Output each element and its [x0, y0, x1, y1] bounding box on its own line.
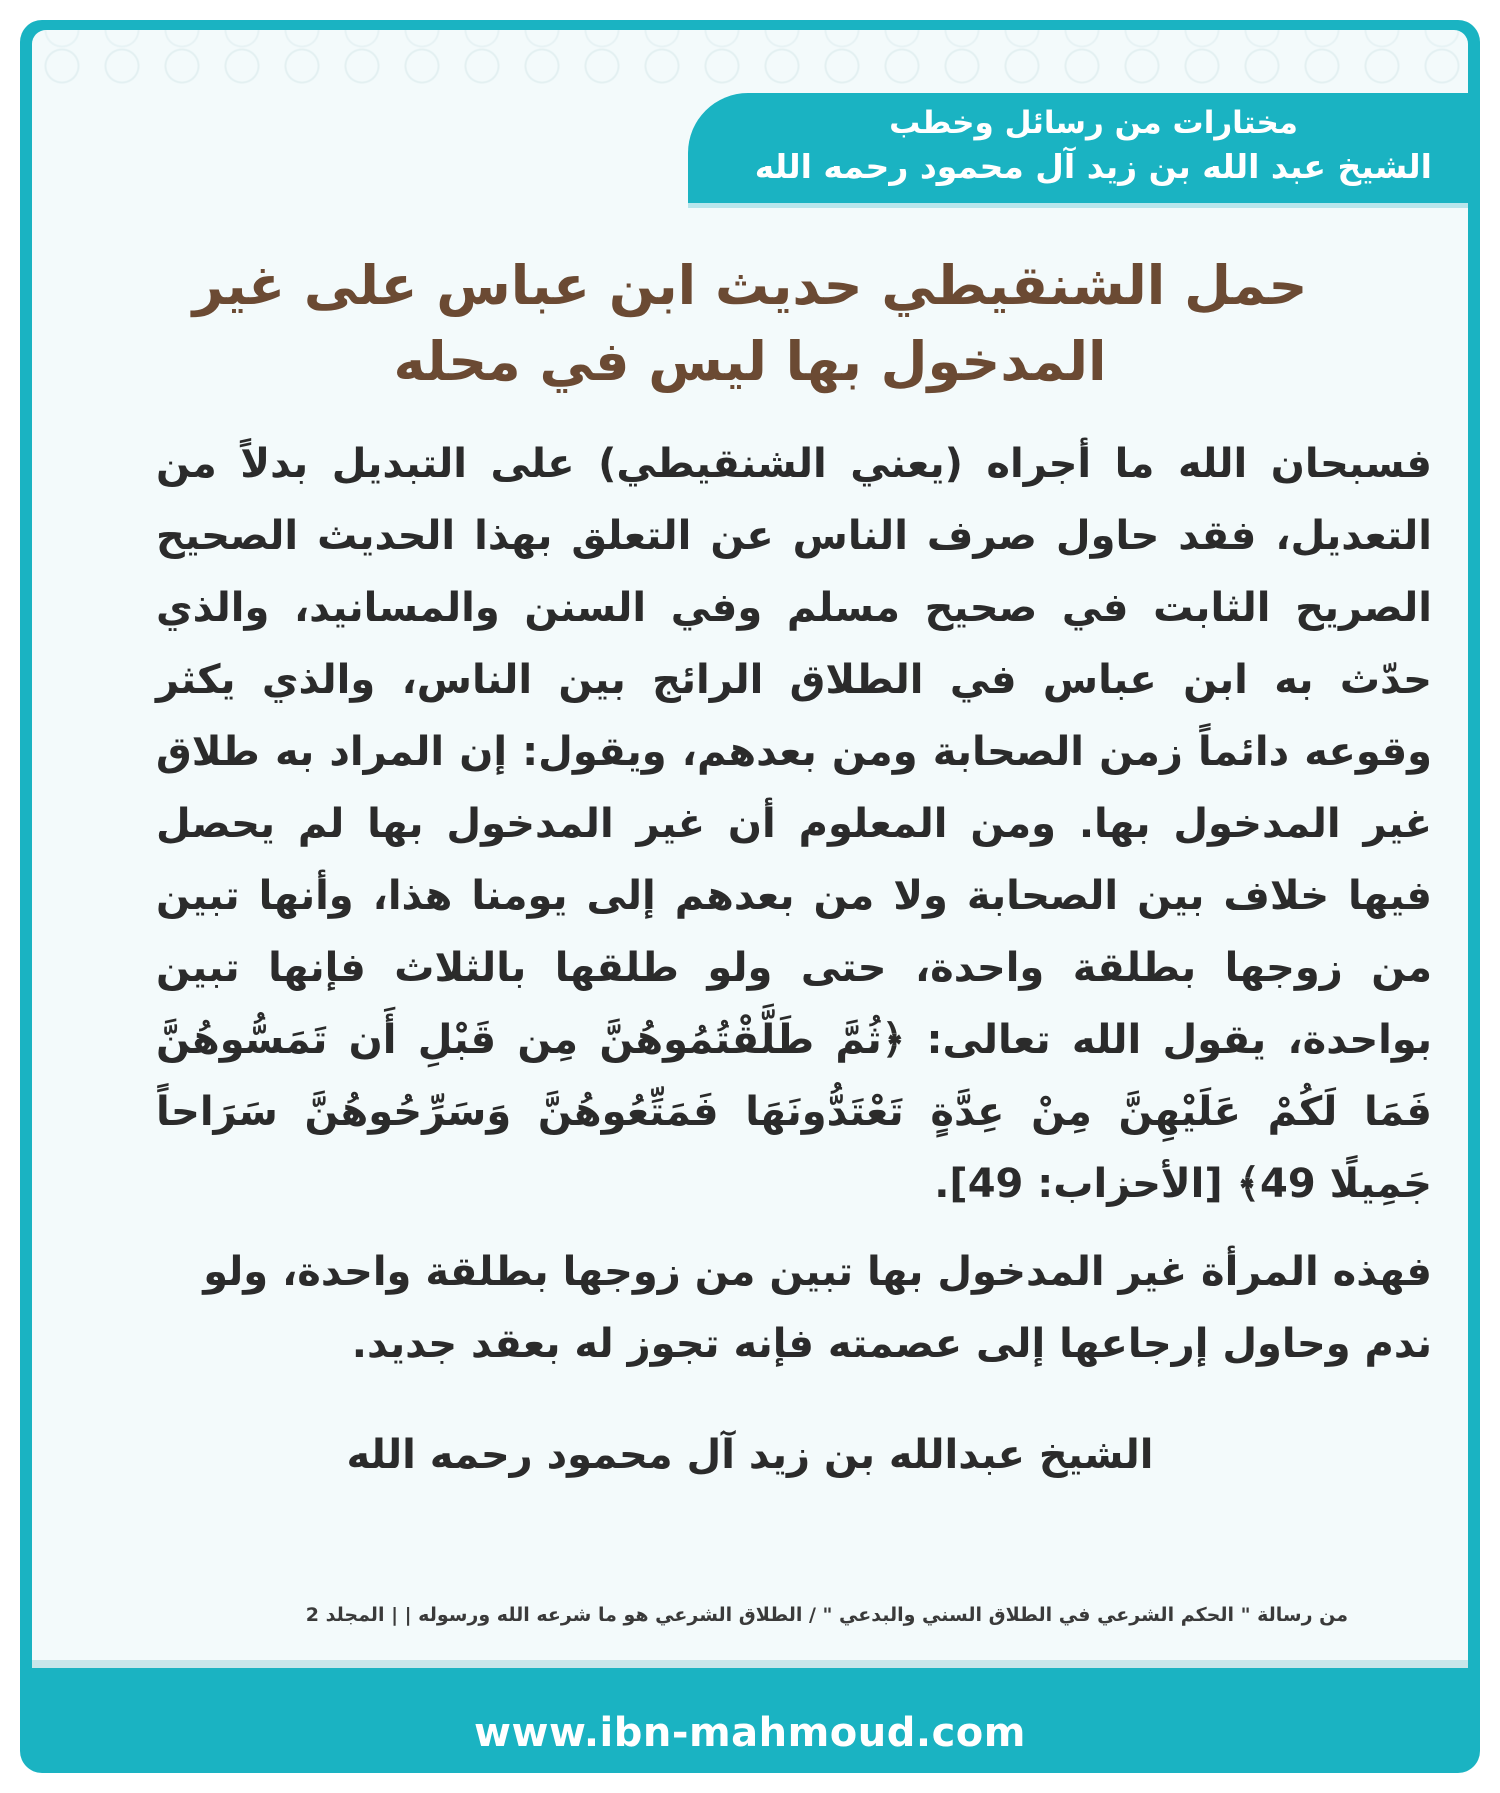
footer-divider — [32, 1660, 1468, 1668]
title-line-2: المدخول بها ليس في محله — [393, 330, 1107, 393]
page-title — [92, 248, 1408, 400]
content-panel — [32, 30, 1468, 1660]
source-citation: من رسالة " الحكم الشرعي في الطلاق السني والبدعي " / الطلاق الشرعي هو ما شرعه الله ورسوله | | المجلد 2 — [305, 1604, 1348, 1626]
decorative-pattern — [32, 30, 1468, 102]
body-paragraph-2 — [156, 1236, 1432, 1380]
title-line-1: حمل الشنقيطي حديث ابن عباس على غير — [192, 254, 1308, 317]
header-band — [688, 93, 1468, 208]
paragraph-1-text: فسبحان الله ما أجراه (يعني الشنقيطي) على التبديل بدلاً من التعديل، فقد حاول صرف الناس عن التعلق بهذا الحديث الصحيح الصريح الثابت في صحيح مسلم وفي السنن والمسانيد، والذي حدّث به ابن عباس في الطلاق الرائج بين الناس، والذي يكثر وقوعه دائماً زمن الصحابة ومن بعدهم، ويقول: إن المراد به طلاق غير المدخول بها. ومن المعلوم أن غير المدخول بها لم يحصل فيها خلاف بين الصحابة ولا من بعدهم إلى يومنا هذا، وأنها تبين من زوجها بطلقة واحدة، حتى ولو طلقها بالثلاث فإنها تبين بواحدة، يقول الله تعالى: ﴿ثُمَّ طَلَّقْتُمُوهُنَّ مِن قَبْلِ أَن تَمَسُّوهُنَّ فَمَا لَكُمْ عَلَيْهِنَّ مِنْ عِدَّةٍ تَعْتَدُّونَهَا فَمَتِّعُوهُنَّ وَسَرِّحُوهُنَّ سَرَاحاً جَمِيلًا 49﴾ [الأحزاب: 49]. — [156, 441, 1432, 1207]
paragraph-2-text: فهذه المرأة غير المدخول بها تبين من زوجها بطلقة واحدة، ولو ندم وحاول إرجاعها إلى عصمته فإنه تجوز له بعقد جديد. — [203, 1249, 1432, 1367]
author-signature: الشيخ عبدالله بن زيد آل محمود رحمه الله — [346, 1432, 1154, 1478]
website-link[interactable]: www.ibn-mahmoud.com — [474, 1710, 1026, 1756]
header-series-title: مختارات من رسائل وخطب — [889, 105, 1298, 141]
header-author-name: الشيخ عبد الله بن زيد آل محمود رحمه الله — [754, 147, 1432, 186]
card-frame — [20, 20, 1480, 1773]
body-paragraph-1 — [156, 428, 1432, 1220]
